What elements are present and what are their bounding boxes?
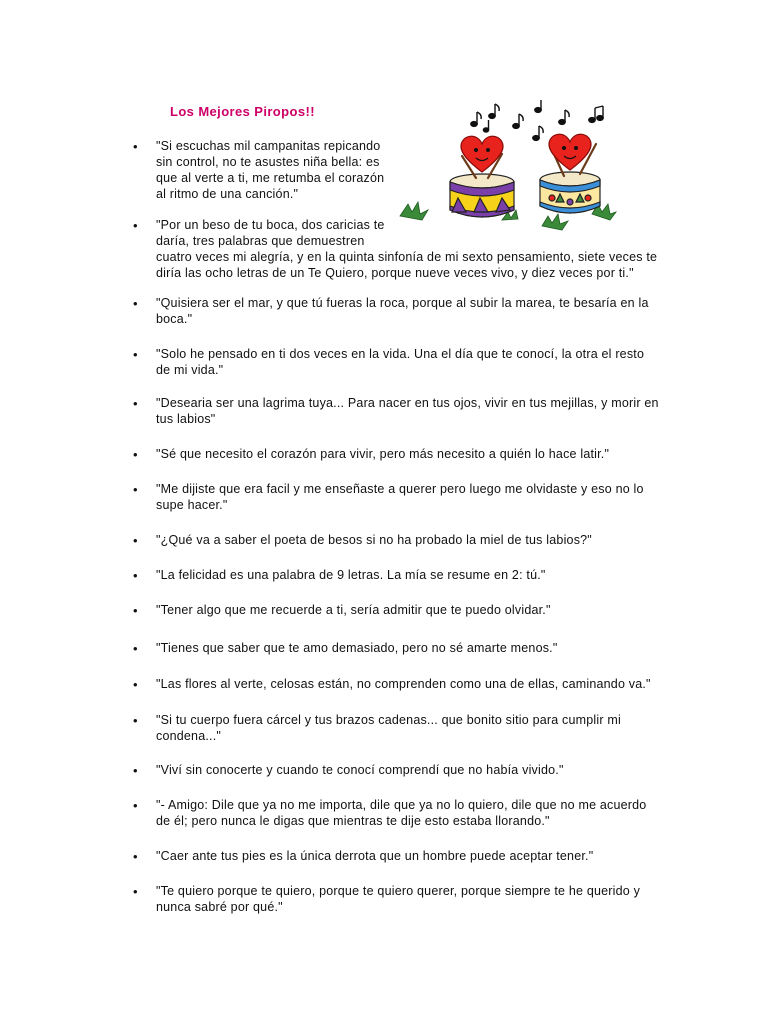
piropo-text: "Sé que necesito el corazón para vivir, pero más necesito a quién lo hace latir." xyxy=(156,447,610,461)
bullet-icon: • xyxy=(133,347,138,362)
piropo-text: "Si tu cuerpo fuera cárcel y tus brazos cadenas... que bonito sitio para cumplir mi condena..." xyxy=(156,713,622,743)
piropo-text: "Te quiero porque te quiero, porque te quiero querer, porque siempre te he querido y nunca sabré por qué." xyxy=(156,884,641,914)
bullet-icon: • xyxy=(133,884,138,899)
bullet-icon: • xyxy=(133,396,138,411)
drum-icon xyxy=(450,174,514,217)
bullet-icon: • xyxy=(133,603,138,618)
piropo-text: "La felicidad es una palabra de 9 letras. La mía se resume en 2: tú." xyxy=(156,568,546,582)
bullet-icon: • xyxy=(133,218,138,233)
bullet-icon: • xyxy=(133,763,138,778)
piropo-text: "Si escuchas mil campanitas repicando sin control, no te asustes niña bella: es que al verte a ti, me retumba el corazón al ritmo de una canción." xyxy=(156,139,385,201)
bullet-icon: • xyxy=(133,533,138,548)
piropo-text: "Caer ante tus pies es la única derrota que un hombre puede aceptar tener." xyxy=(156,849,594,863)
bullet-icon: • xyxy=(133,713,138,728)
page-title: Los Mejores Piropos!! xyxy=(170,104,315,119)
bullet-icon: • xyxy=(133,849,138,864)
bullet-icon: • xyxy=(133,677,138,692)
piropo-text: "Viví sin conocerte y cuando te conocí comprendí que no había vivido." xyxy=(156,763,564,777)
piropo-text: "- Amigo: Dile que ya no me importa, dile que ya no lo quiero, dile que no me acuerdo de él; pero nunca le digas que mientras te dije esto estaba llorando." xyxy=(156,798,647,828)
bullet-icon: • xyxy=(133,568,138,583)
piropo-text: "Por un beso de tu boca, dos caricias te daría, tres palabras que demuestren cuatro veces mi alegría, y en la quinta sinfonía de mi sexto pensamiento, siete veces te diría las ocho letras de un Te Quiero, porque nueve veces vivo, y diez veces por ti." xyxy=(156,218,658,280)
piropo-text: "Las flores al verte, celosas están, no comprenden como una de ellas, caminando va." xyxy=(156,677,651,691)
heart-icon xyxy=(461,136,503,172)
bullet-icon: • xyxy=(133,139,138,154)
piropo-text: "Solo he pensado en ti dos veces en la vida. Una el día que te conocí, la otra el resto de mi vida." xyxy=(156,347,645,377)
bullet-icon: • xyxy=(133,447,138,462)
piropo-text: "¿Qué va a saber el poeta de besos si no ha probado la miel de tus labios?" xyxy=(156,533,592,547)
bullet-icon: • xyxy=(133,482,138,497)
piropo-text: "Me dijiste que era facil y me enseñaste a querer pero luego me olvidaste y eso no lo supe hacer." xyxy=(156,482,644,512)
piropo-text: "Quisiera ser el mar, y que tú fueras la roca, porque al subir la marea, te besaría en la boca." xyxy=(156,296,649,326)
bullet-icon: • xyxy=(133,641,138,656)
piropo-text: "Desearia ser una lagrima tuya... Para nacer en tus ojos, vivir en tus mejillas, y morir en tus labios" xyxy=(156,396,659,426)
drum-icon xyxy=(540,172,600,213)
piropo-text: "Tienes que saber que te amo demasiado, pero no sé amarte menos." xyxy=(156,641,558,655)
bullet-icon: • xyxy=(133,296,138,311)
bullet-icon: • xyxy=(133,798,138,813)
piropo-text: "Tener algo que me recuerde a ti, sería admitir que te puedo olvidar." xyxy=(156,603,551,617)
